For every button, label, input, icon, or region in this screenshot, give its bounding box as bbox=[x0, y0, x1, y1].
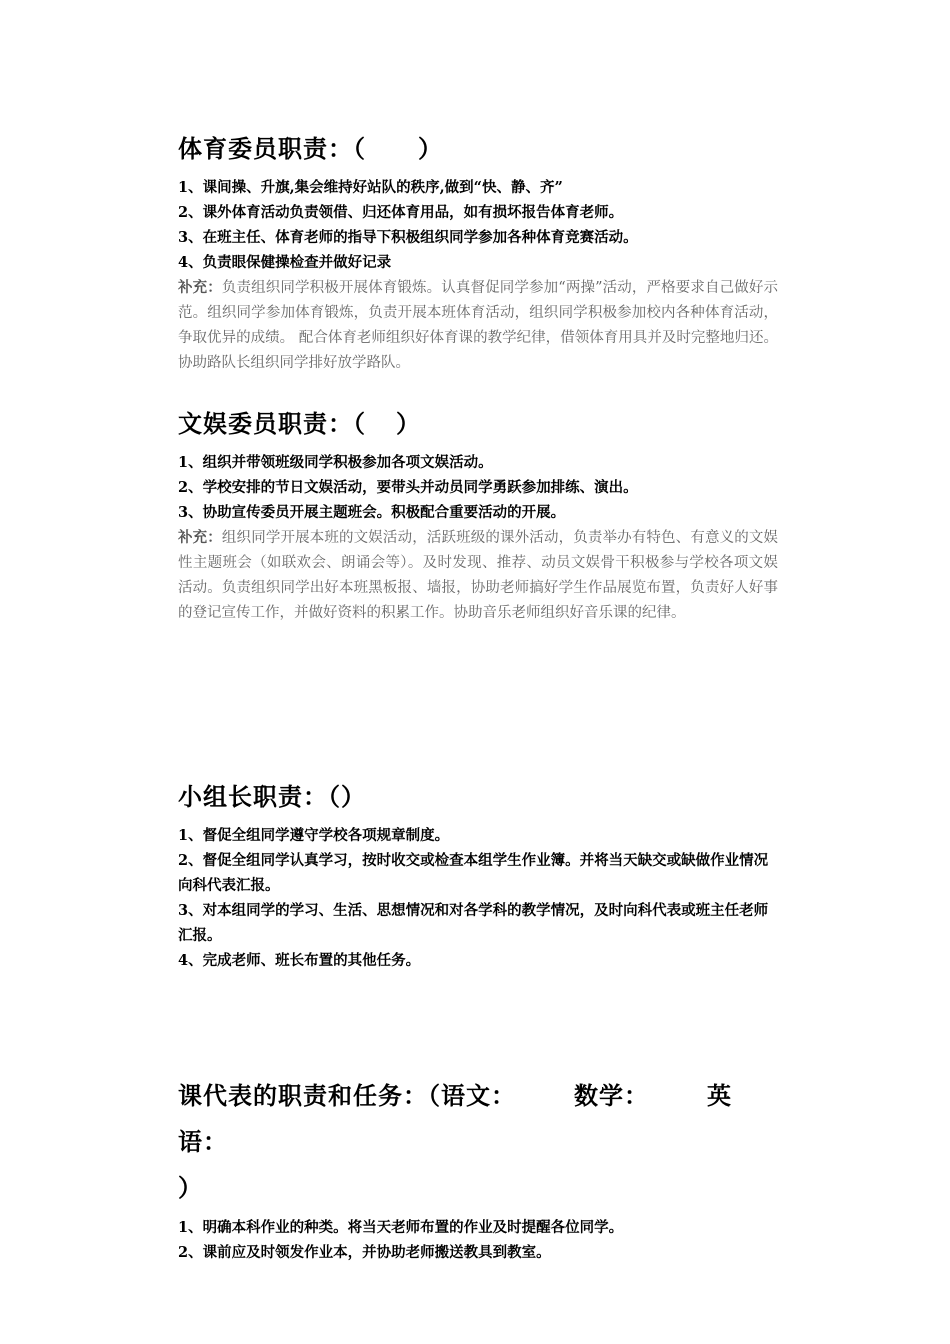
section-wenyu-item-2: 2、学校安排的节日文娱活动，要带头并动员同学勇跃参加排练、演出。 bbox=[178, 479, 638, 496]
section-kedaibiao-item-2: 2、课前应及时领发作业本，并协助老师搬送教具到教室。 bbox=[178, 1244, 551, 1261]
section-tiyu-item-2: 2、课外体育活动负责领借、归还体育用品，如有损坏报告体育老师。 bbox=[178, 204, 624, 221]
section-tiyu-item-3: 3、在班主任、体育老师的指导下积极组织同学参加各种体育竞赛活动。 bbox=[178, 229, 638, 246]
section-wenyu-supplement-text: 组织同学开展本班的文娱活动，活跃班级的课外活动，负责举办有特色、有意义的文娱性主题班会（如联欢会、朗诵会等）。及时发现、推荐、动员文娱骨干积极参与学校各项文娱活动。负责组织同学出好本班黑板报、墙报，协助老师搞好学生作品展览布置，负责好人好事的登记宣传工作，并做好资料的积累工作。协助音乐老师组织好音乐课的纪律。 bbox=[178, 530, 779, 621]
section-tiyu-supplement bbox=[178, 275, 778, 376]
section-xiaozu-item-3: 3、对本组同学的学习、生活、思想情况和对各学科的教学情况，及时向科代表或班主任老师汇报。 bbox=[178, 902, 769, 944]
section-wenyu-title-close: ） bbox=[396, 409, 421, 438]
section-xiaozu-item-2: 2、督促全组同学认真学习，按时收交或检查本组学生作业簿。并将当天缺交或缺做作业情况向科代表汇报。 bbox=[178, 852, 769, 894]
section-tiyu-title bbox=[178, 133, 778, 165]
section-wenyu-item-3: 3、协助宣传委员开展主题班会。积极配合重要活动的开展。 bbox=[178, 504, 566, 521]
section-kedaibiao-title bbox=[178, 1073, 778, 1211]
section-xiaozu bbox=[178, 781, 778, 973]
section-kedaibiao bbox=[178, 1073, 778, 1265]
section-tiyu-supplement-label: 补充： bbox=[178, 279, 222, 296]
section-wenyu-item-1: 1、组织并带领班级同学积极参加各项文娱活动。 bbox=[178, 454, 493, 471]
section-kedaibiao-item-1: 1、明确本科作业的种类。将当天老师布置的作业及时提醒各位同学。 bbox=[178, 1219, 624, 1236]
section-xiaozu-title: 小组长职责：（） bbox=[178, 782, 366, 811]
section-tiyu-item-1: 1、课间操、升旗,集会维持好站队的秩序,做到“快、静、齐” bbox=[178, 179, 563, 196]
section-tiyu-supplement-text: 负责组织同学积极开展体育锻炼。认真督促同学参加“两操”活动，严格要求自己做好示范。组织同学参加体育锻炼，负责开展本班体育活动，组织同学积极参加校内各种体育活动，争取优异的成绩。 配合体育老师组织好体育课的教学纪律，借领体育用具并及时完整地归还。协助路队长组织同学排好放学路队。 bbox=[178, 280, 779, 371]
section-kedaibiao-title-close: ） bbox=[178, 1173, 203, 1202]
section-wenyu-supplement bbox=[178, 525, 778, 626]
section-wenyu-supplement-label: 补充： bbox=[178, 529, 222, 546]
section-xiaozu-item-4: 4、完成老师、班长布置的其他任务。 bbox=[178, 952, 421, 969]
section-tiyu bbox=[178, 133, 778, 376]
section-wenyu-title bbox=[178, 408, 778, 440]
section-xiaozu-item-1: 1、督促全组同学遵守学校各项规章制度。 bbox=[178, 827, 450, 844]
section-kedaibiao-title-part2: 数学： bbox=[574, 1081, 649, 1110]
section-tiyu-title-close: ） bbox=[418, 134, 443, 163]
section-kedaibiao-title-part1: 课代表的职责和任务：（语文： bbox=[178, 1081, 516, 1110]
section-wenyu bbox=[178, 408, 778, 626]
section-tiyu-item-4: 4、负责眼保健操检查并做好记录 bbox=[178, 254, 392, 271]
section-wenyu-title-text: 文娱委员职责：（ bbox=[178, 409, 366, 438]
section-tiyu-title-text: 体育委员职责：（ bbox=[178, 134, 366, 163]
section-kedaibiao-title-part3: 英语： bbox=[178, 1081, 732, 1156]
